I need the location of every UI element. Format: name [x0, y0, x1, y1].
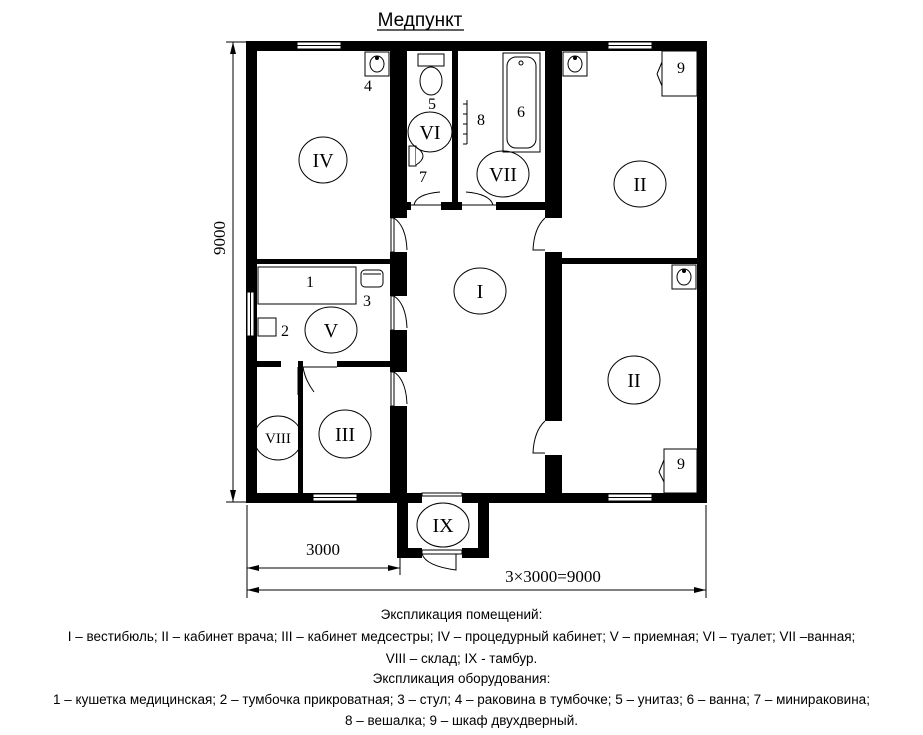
room-label-toilet: VI — [419, 122, 441, 144]
legend-rooms-heading: Экспликация помещений: — [380, 607, 543, 622]
dimension-arrows — [230, 42, 706, 593]
toilet-bowl — [420, 67, 442, 95]
room-label-storage: VIII — [265, 431, 291, 447]
equipment-label-mini-sink: 7 — [419, 169, 427, 186]
equipment-label-toilet-bowl: 5 — [428, 96, 436, 113]
equipment-label-chair: 3 — [363, 293, 371, 310]
toilet-tank — [418, 54, 444, 66]
room-label-tambour: IX — [432, 515, 454, 537]
room-label-bath: VII — [489, 164, 517, 186]
equipment-label-bathtub: 6 — [517, 104, 525, 121]
mini-sink — [409, 146, 416, 166]
room-label-procedure: IV — [312, 150, 334, 172]
room-label-vestibule: I — [476, 281, 484, 303]
room-label-doctor-top: II — [633, 174, 647, 196]
legend-rooms-line2: VIII – склад; IX - тамбур. — [385, 651, 538, 666]
equipment-label-hanger: 8 — [477, 112, 485, 129]
room-label-reception: V — [323, 320, 339, 342]
equipment-label-couch: 1 — [306, 274, 314, 291]
equipment-label-wardrobe-bottom: 9 — [677, 456, 685, 473]
legend-equipment-line1: 1 – кушетка медицинская; 2 – тумбочка прикроватная; 3 – стул; 4 – раковина в тумбочке; 5 – унитаз; 6 – ванна; 7 – минираковина; — [53, 692, 870, 707]
room-label-doctor-bottom: II — [627, 370, 641, 392]
chair — [361, 270, 383, 287]
room-label-nurse: III — [335, 424, 355, 446]
legend-rooms-line1: I – вестибюль; II – кабинет врача; III – кабинет медсестры; IV – процедурный кабинет; V – приемная; VI – туалет; VII –ванная; — [67, 629, 856, 644]
hanger — [463, 100, 467, 144]
equipment-label-sink-cabinet: 4 — [364, 78, 372, 95]
door-openings — [281, 201, 563, 559]
plan-title: Медпункт — [377, 10, 463, 31]
legend-equipment-line2: 8 – вешалка; 9 – шкаф двухдверный. — [344, 713, 578, 728]
nightstand — [258, 318, 276, 336]
room-circles — [254, 112, 666, 547]
legend-equipment-heading: Экспликация оборудования: — [372, 671, 551, 686]
dimension-width-total: 3×3000=9000 — [505, 567, 601, 586]
equipment-label-wardrobe-top: 9 — [677, 60, 685, 77]
dimension-width-part: 3000 — [306, 540, 340, 559]
dimension-height: 9000 — [210, 221, 229, 255]
equipment-label-nightstand: 2 — [281, 323, 289, 340]
